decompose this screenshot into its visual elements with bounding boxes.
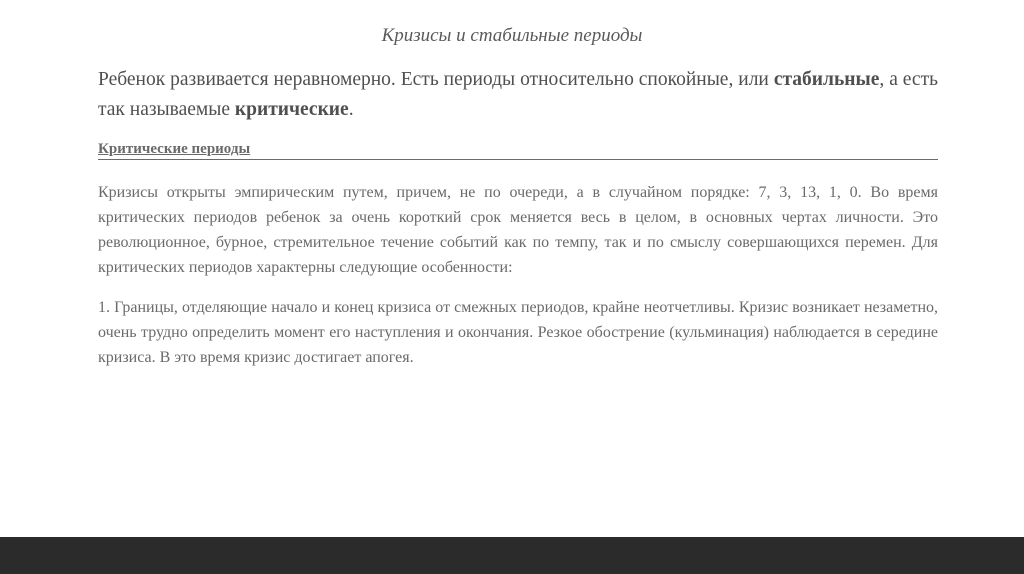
- section-heading: Критические периоды: [98, 141, 251, 157]
- paragraph-crises-description: Кризисы открыты эмпирическим путем, причем, не по очереди, а в случайном порядке: 7, 3, 13, 1, 0. Во время критических периодов ребенок за очень короткий срок меняется весь в целом, в основных чертах личности. Это революционное, бурное, стремительное течение событий как по темпу, так и по смыслу совершающихся перемен. Для критических периодов характерны следующие особенности:: [98, 184, 938, 276]
- intro-text-2: , а есть так называемые: [98, 69, 938, 120]
- bottom-bar: [0, 537, 1024, 574]
- intro-text-1: Ребенок развивается неравномерно. Есть периоды относительно спокойные, или: [98, 69, 774, 90]
- intro-paragraph: [98, 65, 938, 125]
- paragraph-feature-1: 1. Границы, отделяющие начало и конец кризиса от смежных периодов, крайне неотчетливы. Кризис возникает незаметно, очень трудно определить момент его наступления и окончания. Резкое обострение (кульминация) наблюдается в середине кризиса. В это время кризис достигает апогея.: [98, 299, 938, 366]
- intro-bold-stable: стабильные: [773, 69, 880, 90]
- intro-bold-critical: критические: [234, 99, 349, 120]
- intro-text-3: .: [348, 99, 354, 120]
- section-heading-underline: [98, 141, 938, 160]
- slide-title: Кризисы и стабильные периоды: [381, 25, 643, 46]
